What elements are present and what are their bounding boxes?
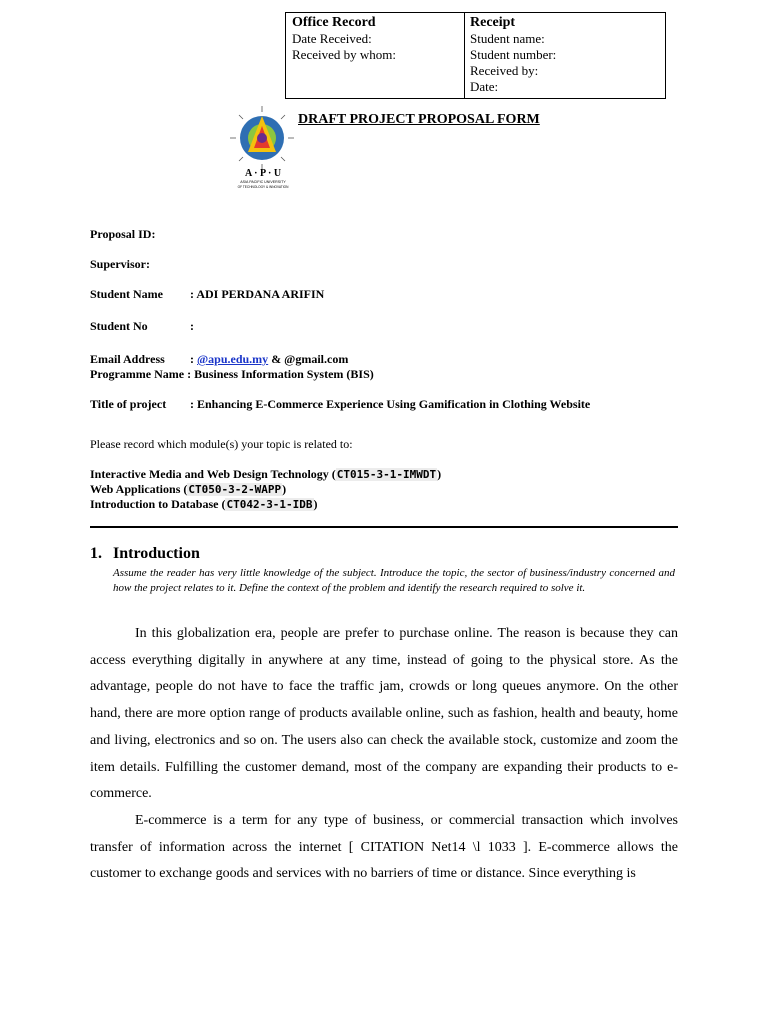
module-name: Interactive Media and Web Design Technology (: [90, 467, 336, 481]
module-item: [90, 467, 441, 482]
section-title: Introduction: [113, 545, 200, 562]
email-colon: :: [190, 352, 197, 366]
student-name-receipt-label: Student name:: [470, 31, 545, 46]
supervisor-field: [90, 257, 150, 272]
section-guidance: Assume the reader has very little knowledge of the subject. Introduce the topic, the sector of business/industry concerned and how the project relates to it. Define the context of the problem and identify the research required to solve it.: [113, 567, 675, 594]
section-number: 1.: [90, 545, 102, 562]
module-code: CT042-3-1-IDB: [226, 498, 313, 511]
student-no-value: :: [190, 319, 194, 333]
module-code: CT015-3-1-IMWDT: [336, 468, 437, 481]
project-title-value: : Enhancing E-Commerce Experience Using Gamification in Clothing Website: [190, 397, 591, 411]
programme-field: [90, 367, 374, 382]
module-close: ): [282, 482, 287, 496]
received-by-label: Received by:: [470, 63, 539, 78]
email-label: Email Address: [90, 352, 165, 366]
student-name-value: : ADI PERDANA ARIFIN: [190, 287, 325, 301]
modules-prompt: Please record which module(s) your topic is related to:: [90, 437, 353, 451]
project-title-label: Title of project: [90, 397, 167, 411]
email-rest: & @gmail.com: [268, 352, 349, 366]
proposal-id-label: Proposal ID:: [90, 227, 156, 241]
received-by-whom-label: Received by whom:: [292, 47, 396, 62]
student-no-label: Student No: [90, 319, 148, 333]
apu-logo: [228, 104, 298, 190]
student-no-field: [90, 319, 194, 334]
receipt-heading: Receipt: [470, 15, 516, 30]
receipt-column: [464, 13, 665, 98]
module-name: Introduction to Database (: [90, 497, 226, 511]
office-record-column: [286, 13, 465, 98]
module-close: ): [437, 467, 442, 481]
module-close: ): [313, 497, 318, 511]
section-divider: [90, 526, 678, 528]
student-name-label: Student Name: [90, 287, 164, 301]
programme-line: Programme Name : Business Information System (BIS): [90, 367, 374, 381]
form-title: DRAFT PROJECT PROPOSAL FORM: [298, 112, 540, 127]
office-record-heading: Office Record: [292, 15, 376, 30]
project-title-field: [90, 397, 590, 412]
module-item: [90, 497, 318, 512]
module-code: CT050-3-2-WAPP: [188, 483, 282, 496]
logo-caption-1: ASIA PACIFIC UNIVERSITY: [240, 180, 286, 184]
proposal-id-field: [90, 227, 155, 242]
date-received-label: Date Received:: [292, 31, 372, 46]
body-paragraph: In this globalization era, people are prefer to purchase online. The reason is because they can access everything digitally in anywhere at any time, instead of going to the physical store. As the advantage, people do not have to face the traffic jam, crowds or long queues anymore. On the other hand, there are more option range of products available online, such as fashion, health and beauty, home and living, electronics and so on. The users also can check the available stock, customize and zoom the item details. Fulfilling the customer demand, most of the company are expanding their products to e-commerce.: [90, 626, 678, 802]
body-paragraph: E-commerce is a term for any type of business, or commercial transaction which involves transfer of information across the internet [ CITATION Net14 \l 1033 ]. E-commerce allows the customer to exchange goods and services with no barriers of time or distance. Since everything is: [90, 813, 678, 882]
logo-text: A · P · U: [244, 168, 282, 179]
office-receipt-table: [285, 12, 666, 99]
email-field: [90, 352, 348, 367]
section-heading: [90, 545, 200, 563]
supervisor-label: Supervisor:: [90, 257, 150, 271]
student-number-receipt-label: Student number:: [470, 47, 557, 62]
receipt-date-label: Date:: [470, 79, 499, 94]
module-item: [90, 482, 286, 497]
logo-caption-2: OF TECHNOLOGY & INNOVATION: [237, 185, 289, 189]
email-link[interactable]: @apu.edu.my: [197, 352, 269, 366]
student-name-field: [90, 287, 324, 302]
module-name: Web Applications (: [90, 482, 188, 496]
